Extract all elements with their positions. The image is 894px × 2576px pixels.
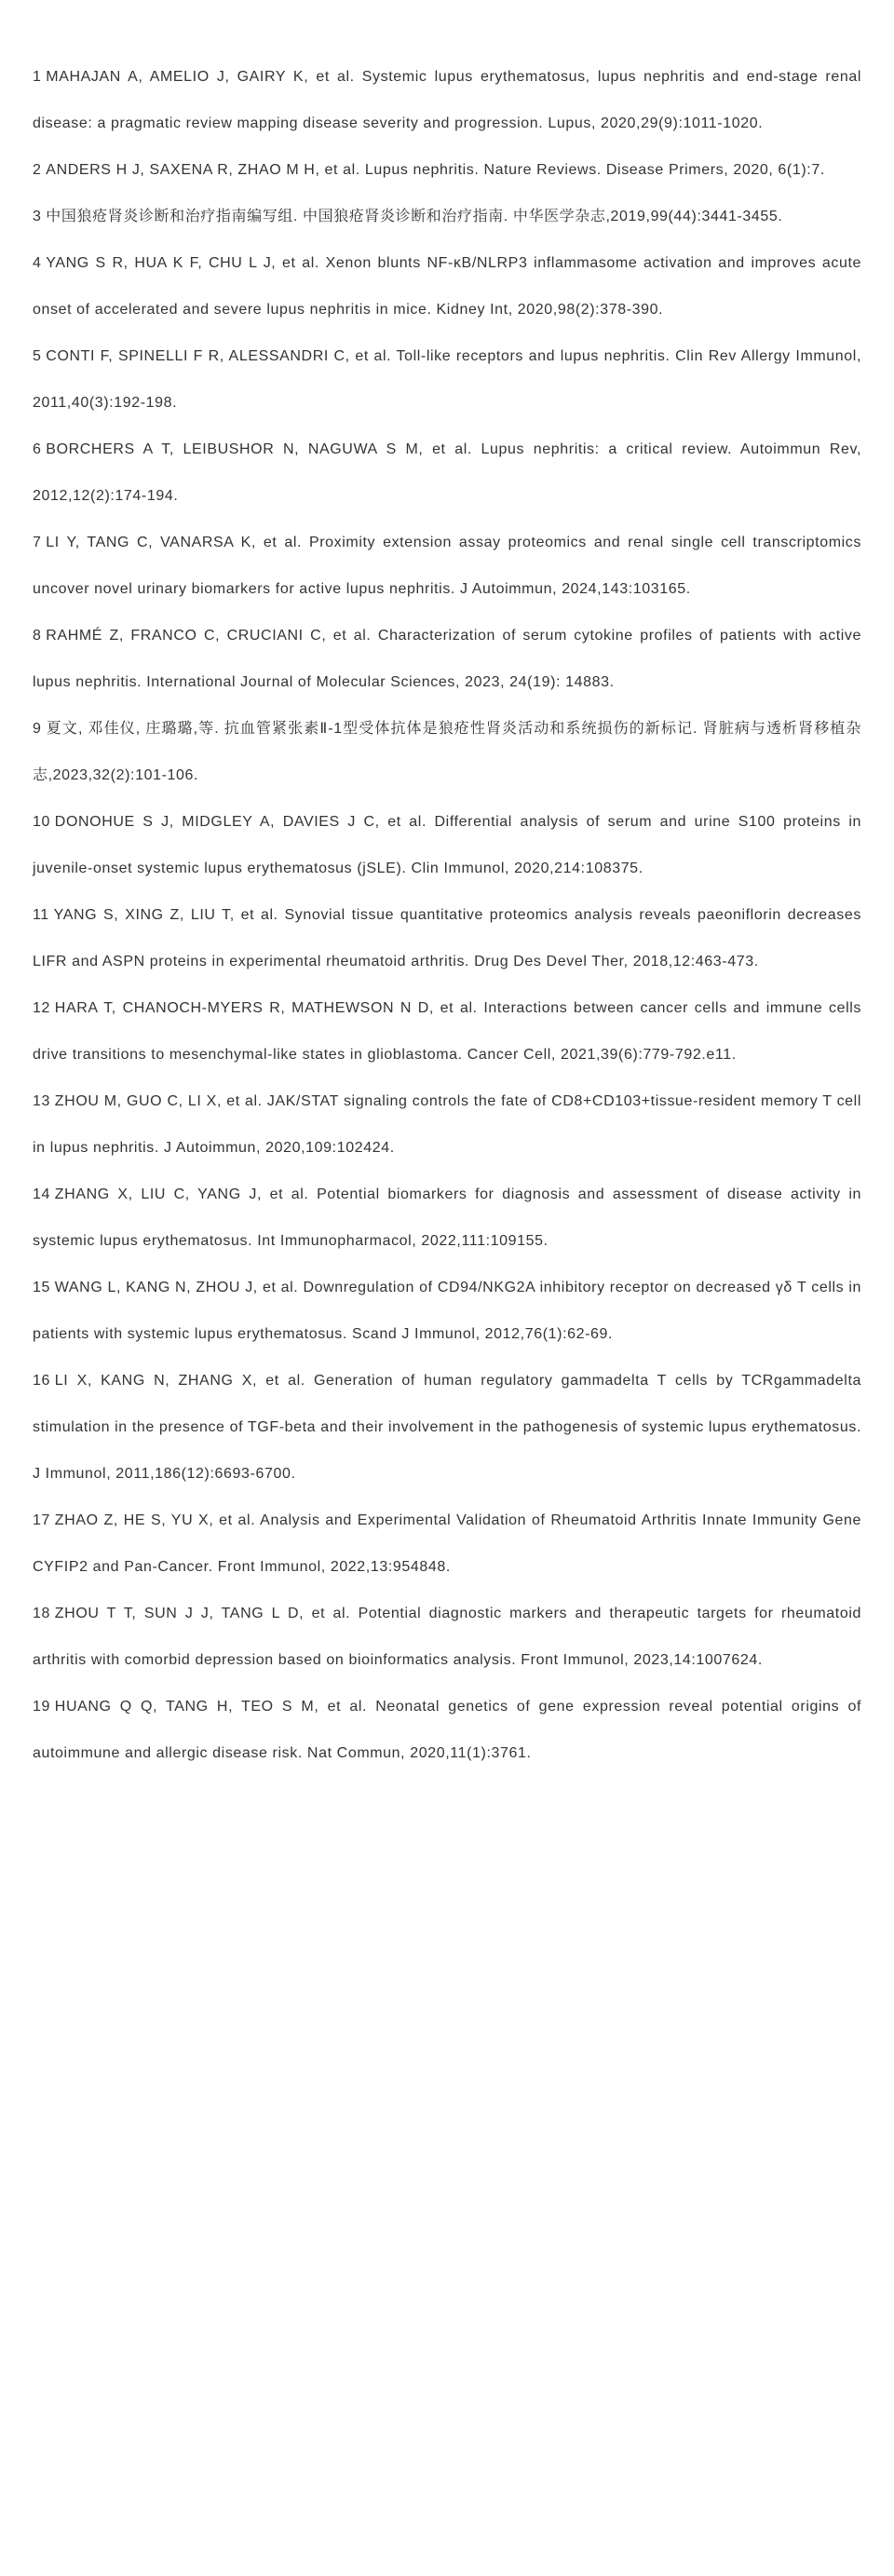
reference-item [33,1358,861,1498]
reference-number: 9 [33,721,42,737]
reference-item [33,147,861,194]
reference-item [33,333,861,427]
reference-number: 15 [33,1280,50,1295]
reference-item [33,799,861,892]
reference-number: 11 [33,907,49,923]
reference-item [33,892,861,985]
reference-number: 8 [33,628,42,644]
reference-number: 7 [33,535,42,550]
reference-number: 1 [33,69,42,85]
reference-text: ZHANG X, LIU C, YANG J, et al. Potential biomarkers for diagnosis and assessment of disease activity in systemic lupus erythematosus. Int Immunopharmacol, 2022,111:109155. [33,1186,861,1249]
reference-item [33,1591,861,1684]
reference-text: YANG S, XING Z, LIU T, et al. Synovial tissue quantitative proteomics analysis reveals paeoniflorin decreases LIFR and ASPN proteins in experimental rheumatoid arthritis. Drug Des Devel Ther, 2018,12:463-473. [33,907,861,969]
reference-item [33,1078,861,1172]
reference-text: 夏文, 邓佳仪, 庄璐璐,等. 抗血管紧张素Ⅱ-1型受体抗体是狼疮性肾炎活动和系统损伤的新标记. 肾脏病与透析肾移植杂志,2023,32(2):101-106. [33,721,861,783]
reference-number: 17 [33,1512,50,1528]
reference-item [33,520,861,613]
reference-item [33,240,861,333]
reference-item [33,613,861,706]
reference-number: 10 [33,814,50,830]
reference-text: ANDERS H J, SAXENA R, ZHAO M H, et al. Lupus nephritis. Nature Reviews. Disease Primers, 2020, 6(1):7. [46,162,825,178]
reference-number: 5 [33,348,42,364]
reference-item [33,706,861,799]
reference-number: 18 [33,1606,50,1621]
reference-text: RAHMÉ Z, FRANCO C, CRUCIANI C, et al. Characterization of serum cytokine profiles of patients with active lupus nephritis. International Journal of Molecular Sciences, 2023, 24(19): 14883. [33,628,861,690]
reference-text: WANG L, KANG N, ZHOU J, et al. Downregulation of CD94/NKG2A inhibitory receptor on decreased γδ T cells in patients with systemic lupus erythematosus. Scand J Immunol, 2012,76(1):62-69. [33,1280,861,1342]
reference-number: 6 [33,441,42,457]
reference-number: 3 [33,209,42,224]
reference-number: 16 [33,1373,50,1389]
reference-number: 19 [33,1699,50,1715]
reference-text: ZHAO Z, HE S, YU X, et al. Analysis and Experimental Validation of Rheumatoid Arthritis Innate Immunity Gene CYFIP2 and Pan-Cancer. Front Immunol, 2022,13:954848. [33,1512,861,1575]
reference-number: 12 [33,1000,50,1016]
reference-item [33,54,861,147]
reference-text: DONOHUE S J, MIDGLEY A, DAVIES J C, et al. Differential analysis of serum and urine S100 proteins in juvenile-onset systemic lupus erythematosus (jSLE). Clin Immunol, 2020,214:108375. [33,814,861,876]
reference-text: BORCHERS A T, LEIBUSHOR N, NAGUWA S M, et al. Lupus nephritis: a critical review. Autoimmun Rev, 2012,12(2):174-194. [33,441,861,504]
reference-text: ZHOU T T, SUN J J, TANG L D, et al. Potential diagnostic markers and therapeutic targets for rheumatoid arthritis with comorbid depression based on bioinformatics analysis. Front Immunol, 2023,14:1007624. [33,1606,861,1668]
reference-text: CONTI F, SPINELLI F R, ALESSANDRI C, et al. Toll-like receptors and lupus nephritis. Clin Rev Allergy Immunol, 2011,40(3):192-198. [33,348,861,411]
reference-text: HUANG Q Q, TANG H, TEO S M, et al. Neonatal genetics of gene expression reveal potential origins of autoimmune and allergic disease risk. Nat Commun, 2020,11(1):3761. [33,1699,861,1761]
reference-number: 13 [33,1093,50,1109]
reference-item [33,194,861,240]
reference-text: YANG S R, HUA K F, CHU L J, et al. Xenon blunts NF-κB/NLRP3 inflammasome activation and improves acute onset of accelerated and severe lupus nephritis in mice. Kidney Int, 2020,98(2):378-390. [33,255,861,318]
reference-item [33,1172,861,1265]
reference-number: 14 [33,1186,50,1202]
reference-number: 2 [33,162,42,178]
reference-number: 4 [33,255,42,271]
reference-text: LI Y, TANG C, VANARSA K, et al. Proximity extension assay proteomics and renal single cell transcriptomics uncover novel urinary biomarkers for active lupus nephritis. J Autoimmun, 2024,143:103165. [33,535,861,597]
reference-item [33,1684,861,1777]
reference-text: MAHAJAN A, AMELIO J, GAIRY K, et al. Systemic lupus erythematosus, lupus nephritis and end-stage renal disease: a pragmatic review mapping disease severity and progression. Lupus, 2020,29(9):1011-1020. [33,69,861,131]
reference-text: LI X, KANG N, ZHANG X, et al. Generation of human regulatory gammadelta T cells by TCRgammadelta stimulation in the presence of TGF-beta and their involvement in the pathogenesis of systemic lupus erythematosus. J Immunol, 2011,186(12):6693-6700. [33,1373,861,1482]
reference-item [33,985,861,1078]
reference-item [33,1265,861,1358]
reference-item [33,427,861,520]
reference-text: HARA T, CHANOCH-MYERS R, MATHEWSON N D, et al. Interactions between cancer cells and immune cells drive transitions to mesenchymal-like states in glioblastoma. Cancer Cell, 2021,39(6):779-792.e11. [33,1000,861,1063]
reference-item [33,1498,861,1591]
reference-text: ZHOU M, GUO C, LI X, et al. JAK/STAT signaling controls the fate of CD8+CD103+tissue-resident memory T cell in lupus nephritis. J Autoimmun, 2020,109:102424. [33,1093,861,1156]
reference-text: 中国狼疮肾炎诊断和治疗指南编写组. 中国狼疮肾炎诊断和治疗指南. 中华医学杂志,2019,99(44):3441-3455. [46,209,783,224]
